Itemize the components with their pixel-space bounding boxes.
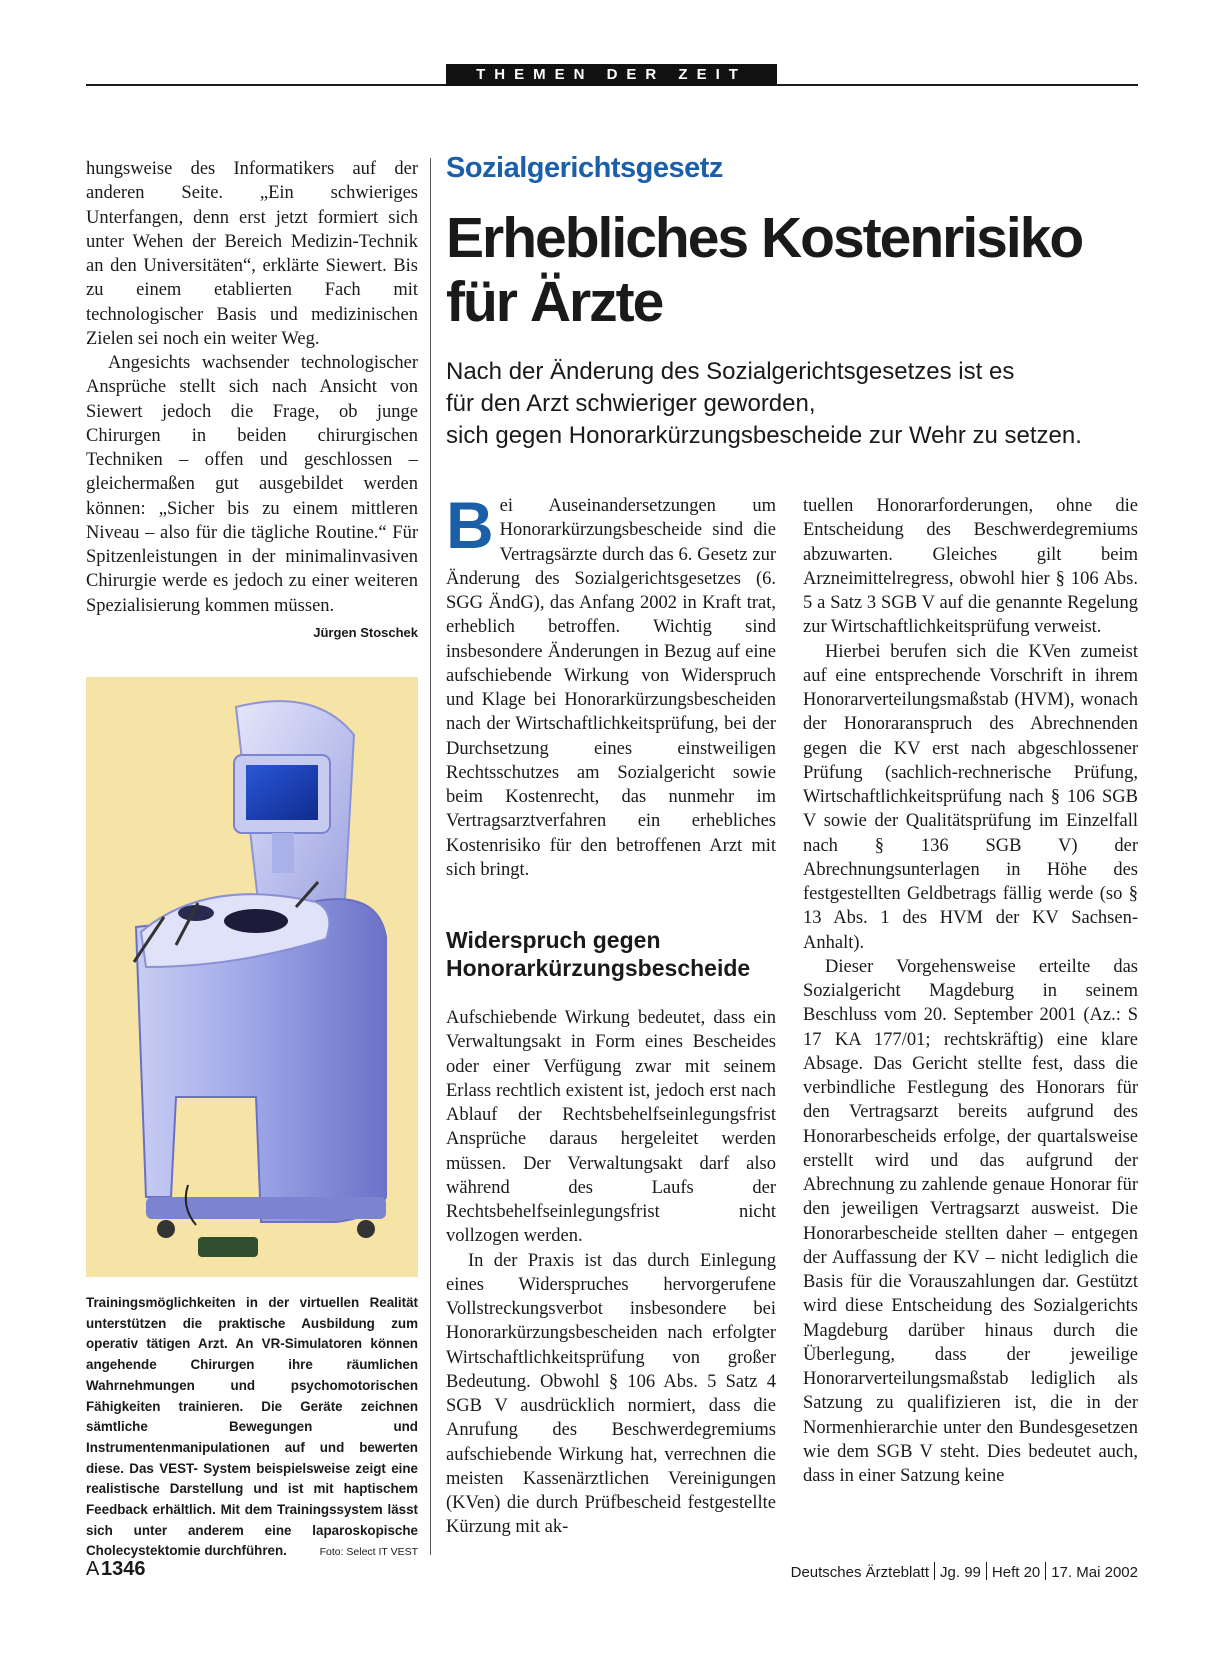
drop-cap: B [446, 488, 494, 562]
article-column-2 [803, 494, 1138, 1488]
deck-line: Nach der Änderung des Sozialgerichtsgesetzes ist es [446, 358, 1015, 385]
column-divider [430, 158, 431, 1555]
journal-date: 17. Mai 2002 [1051, 1564, 1138, 1581]
deck-line: sich gegen Honorarkürzungsbescheide zur Wehr zu setzen. [446, 422, 1082, 449]
page-number: A 1346 [86, 1558, 146, 1580]
page-footer [86, 1558, 1138, 1588]
article-headline: Erhebliches Kostenrisiko für Ärzte [446, 206, 1083, 334]
subheading: Widerspruch gegen Honorarkürzungsbescheide [446, 927, 751, 981]
article-column-1 [446, 488, 776, 1540]
intro-paragraph: Bei Auseinandersetzungen um Honorarkürzungsbescheide sind die Vertragsärzte durch das 6. Gesetz zur Änderung des Sozialgerichtsgesetzes (6. SGG ÄndG), das Anfang 2002 in Kraft trat, erheblich betroffen. Wichtig sind insbesondere Änderungen in Bezug auf eine aufschiebende Wirkung von Widerspruch und Klage bei Honorarkürzungsbescheiden nach der Wirtschaftlichkeitsprüfung, bei der Durchsetzung eines einstweiligen Rechtsschutzes am Sozialgericht sowie beim Kostenrecht, das nunmehr im Vertragsarztverfahren ein erhebliches Kostenrisiko für den betroffenen Arzt mit sich bringt. [446, 488, 776, 880]
deck-line: für den Arzt schwieriger geworden, [446, 390, 816, 417]
body-paragraph: In der Praxis ist das durch Einlegung eines Widerspruches hervorgerufene Vollstreckungsverbot insbesondere bei Honorarkürzungsbescheiden nach erfolgter Wirtschaftlichkeitsprüfung von großer Bedeutung. Obwohl § 106 Abs. 5 Satz 4 SGB V ausdrücklich normiert, dass die Anrufung des Beschwerdegremiums aufschiebende Wirkung hat, verrechnen die meisten Kassenärztlichen Vereinigungen (KVen) die durch Prüfbescheid festgestellte Kürzung mit ak- [446, 1250, 776, 1538]
article-kicker: Sozialgerichtsgesetz [446, 152, 723, 184]
journal-issue: Heft 20 [991, 1564, 1041, 1581]
section-label: THEMEN DER ZEIT [446, 64, 777, 86]
previous-article-column [86, 157, 418, 645]
body-paragraph: Dieser Vorgehensweise erteilte das Sozialgericht Magdeburg in seinem Beschluss vom 20. September 2001 (Az.: S 17 KA 177/01; rechtskräftig) eine klare Absage. Das Gericht stellte fest, dass die verbindliche Festlegung des Honorars für den Vertragsarzt bereits aufgrund des Honorarbescheids erfolge, der quartalsweise erstellt wird und das aufgrund der Abrechnung zu zahlende genaue Honorar für den jeweiligen Vertragsarzt ausweist. Die Honorarbescheide stellten daher – entgegen der Auffassung der KV – nicht lediglich die Basis für die Vorauszahlungen dar. Gestützt wird diese Entscheidung des Sozialgerichts Magdeburg darüber hinaus durch die Überlegung, dass der jeweilige Honorarverteilungsmaßstab lediglich als Satzung zu qualifizieren ist, die in der Normenhierarchie unter den Bundesgesetzen wie dem SGB V steht. Dies bedeutet auch, dass in einer Satzung keine [803, 956, 1138, 1486]
body-paragraph: Aufschiebende Wirkung bedeutet, dass ein Verwaltungsakt in Form eines Bescheides oder einer Verfügung zwar mit seinem Erlass rechtlich existent ist, jedoch erst nach Ablauf der Rechtsbehelfseinlegungsfrist Ansprüche daraus hergeleitet werden müssen. Der Verwaltungsakt darf also während des Laufs der Rechtsbehelfseinlegungsfrist nicht vollzogen werden. [446, 1008, 776, 1247]
simulator-photo [86, 677, 418, 1277]
journal-name: Deutsches Ärzteblatt [790, 1564, 930, 1581]
journal-info [791, 1562, 1138, 1581]
body-paragraph: tuellen Honorarforderungen, ohne die Entscheidung des Beschwerdegremiums abzuwarten. Gleiches gilt beim Arzneimittelregress, obwohl hier § 106 Abs. 5 a Satz 3 SGB V auf die genannte Regelung zur Wirtschaftlichkeitsprüfung verweist. [803, 496, 1138, 638]
article-deck [446, 356, 1146, 452]
author-signature: Jürgen Stoschek [313, 624, 418, 640]
photo-credit: Foto: Select IT VEST [319, 1546, 418, 1559]
body-paragraph: hungsweise des Informatikers auf der anderen Seite. „Ein schwieriges Unterfangen, denn erst jetzt formiert sich unter Wehen der Bereich Medizin-Technik an den Universitäten“, erklärte Siewert. Bis zu einem etablierten Fach mit technologischer Basis und medizinischen Zielen sei noch ein weiter Weg. [86, 159, 418, 349]
body-paragraph: Angesichts wachsender technologischer Ansprüche stellt sich nach Ansicht von Siewert jedoch die Frage, ob junge Chirurgen in beiden chirurgischen Techniken – offen und geschlossen – gleichermaßen gut ausgebildet werden können: „Sicher bis zu einem mittleren Niveau – also für die tägliche Routine.“ Für Spitzenleistungen in der minimalinvasiven Chirurgie werde es jedoch zu einer weiteren Spezialisierung kommen müssen. Jürgen Stoschek [86, 351, 418, 618]
journal-volume: Jg. 99 [940, 1564, 981, 1581]
body-paragraph: Hierbei berufen sich die KVen zumeist auf eine entsprechende Vorschrift in ihrem Honorarverteilungsmaßstab (HVM), wonach der Honoraranspruch des Abrechnenden gegen die KV erst nach abgeschlossener Prüfung (sachlich-rechnerische Prüfung, Wirtschaftlichkeitsprüfung nach § 106 SGB V sowie der Qualitätsprüfung im Einzelfall nach § 136 SGB V) der Abrechnungsunterlagen in Höhe des festgestellten Geldbetrags fällig werde (so § 13 Abs. 1 des HVM der KV Sachsen-Anhalt). [803, 641, 1138, 953]
photo-caption: Trainingsmöglichkeiten in der virtuellen Realität unterstützen die praktische Ausbildung zum operativ tätigen Arzt. An VR-Simulatoren können angehende Chirurgen ihre räumlichen Wahrnehmungen und psychomotorischen Fähigkeiten trainieren. Die Geräte zeichnen sämtliche Bewegungen und Instrumentenmanipulationen auf und bewerten diese. Das VEST- System beispielsweise zeigt eine realistische Darstellung und ist mit haptischem Feedback erhältlich. Mit dem Trainingssystem lässt sich unter anderem eine laparoskopische Cholecystektomie durchführen. Foto: Select IT VEST [86, 1293, 418, 1563]
